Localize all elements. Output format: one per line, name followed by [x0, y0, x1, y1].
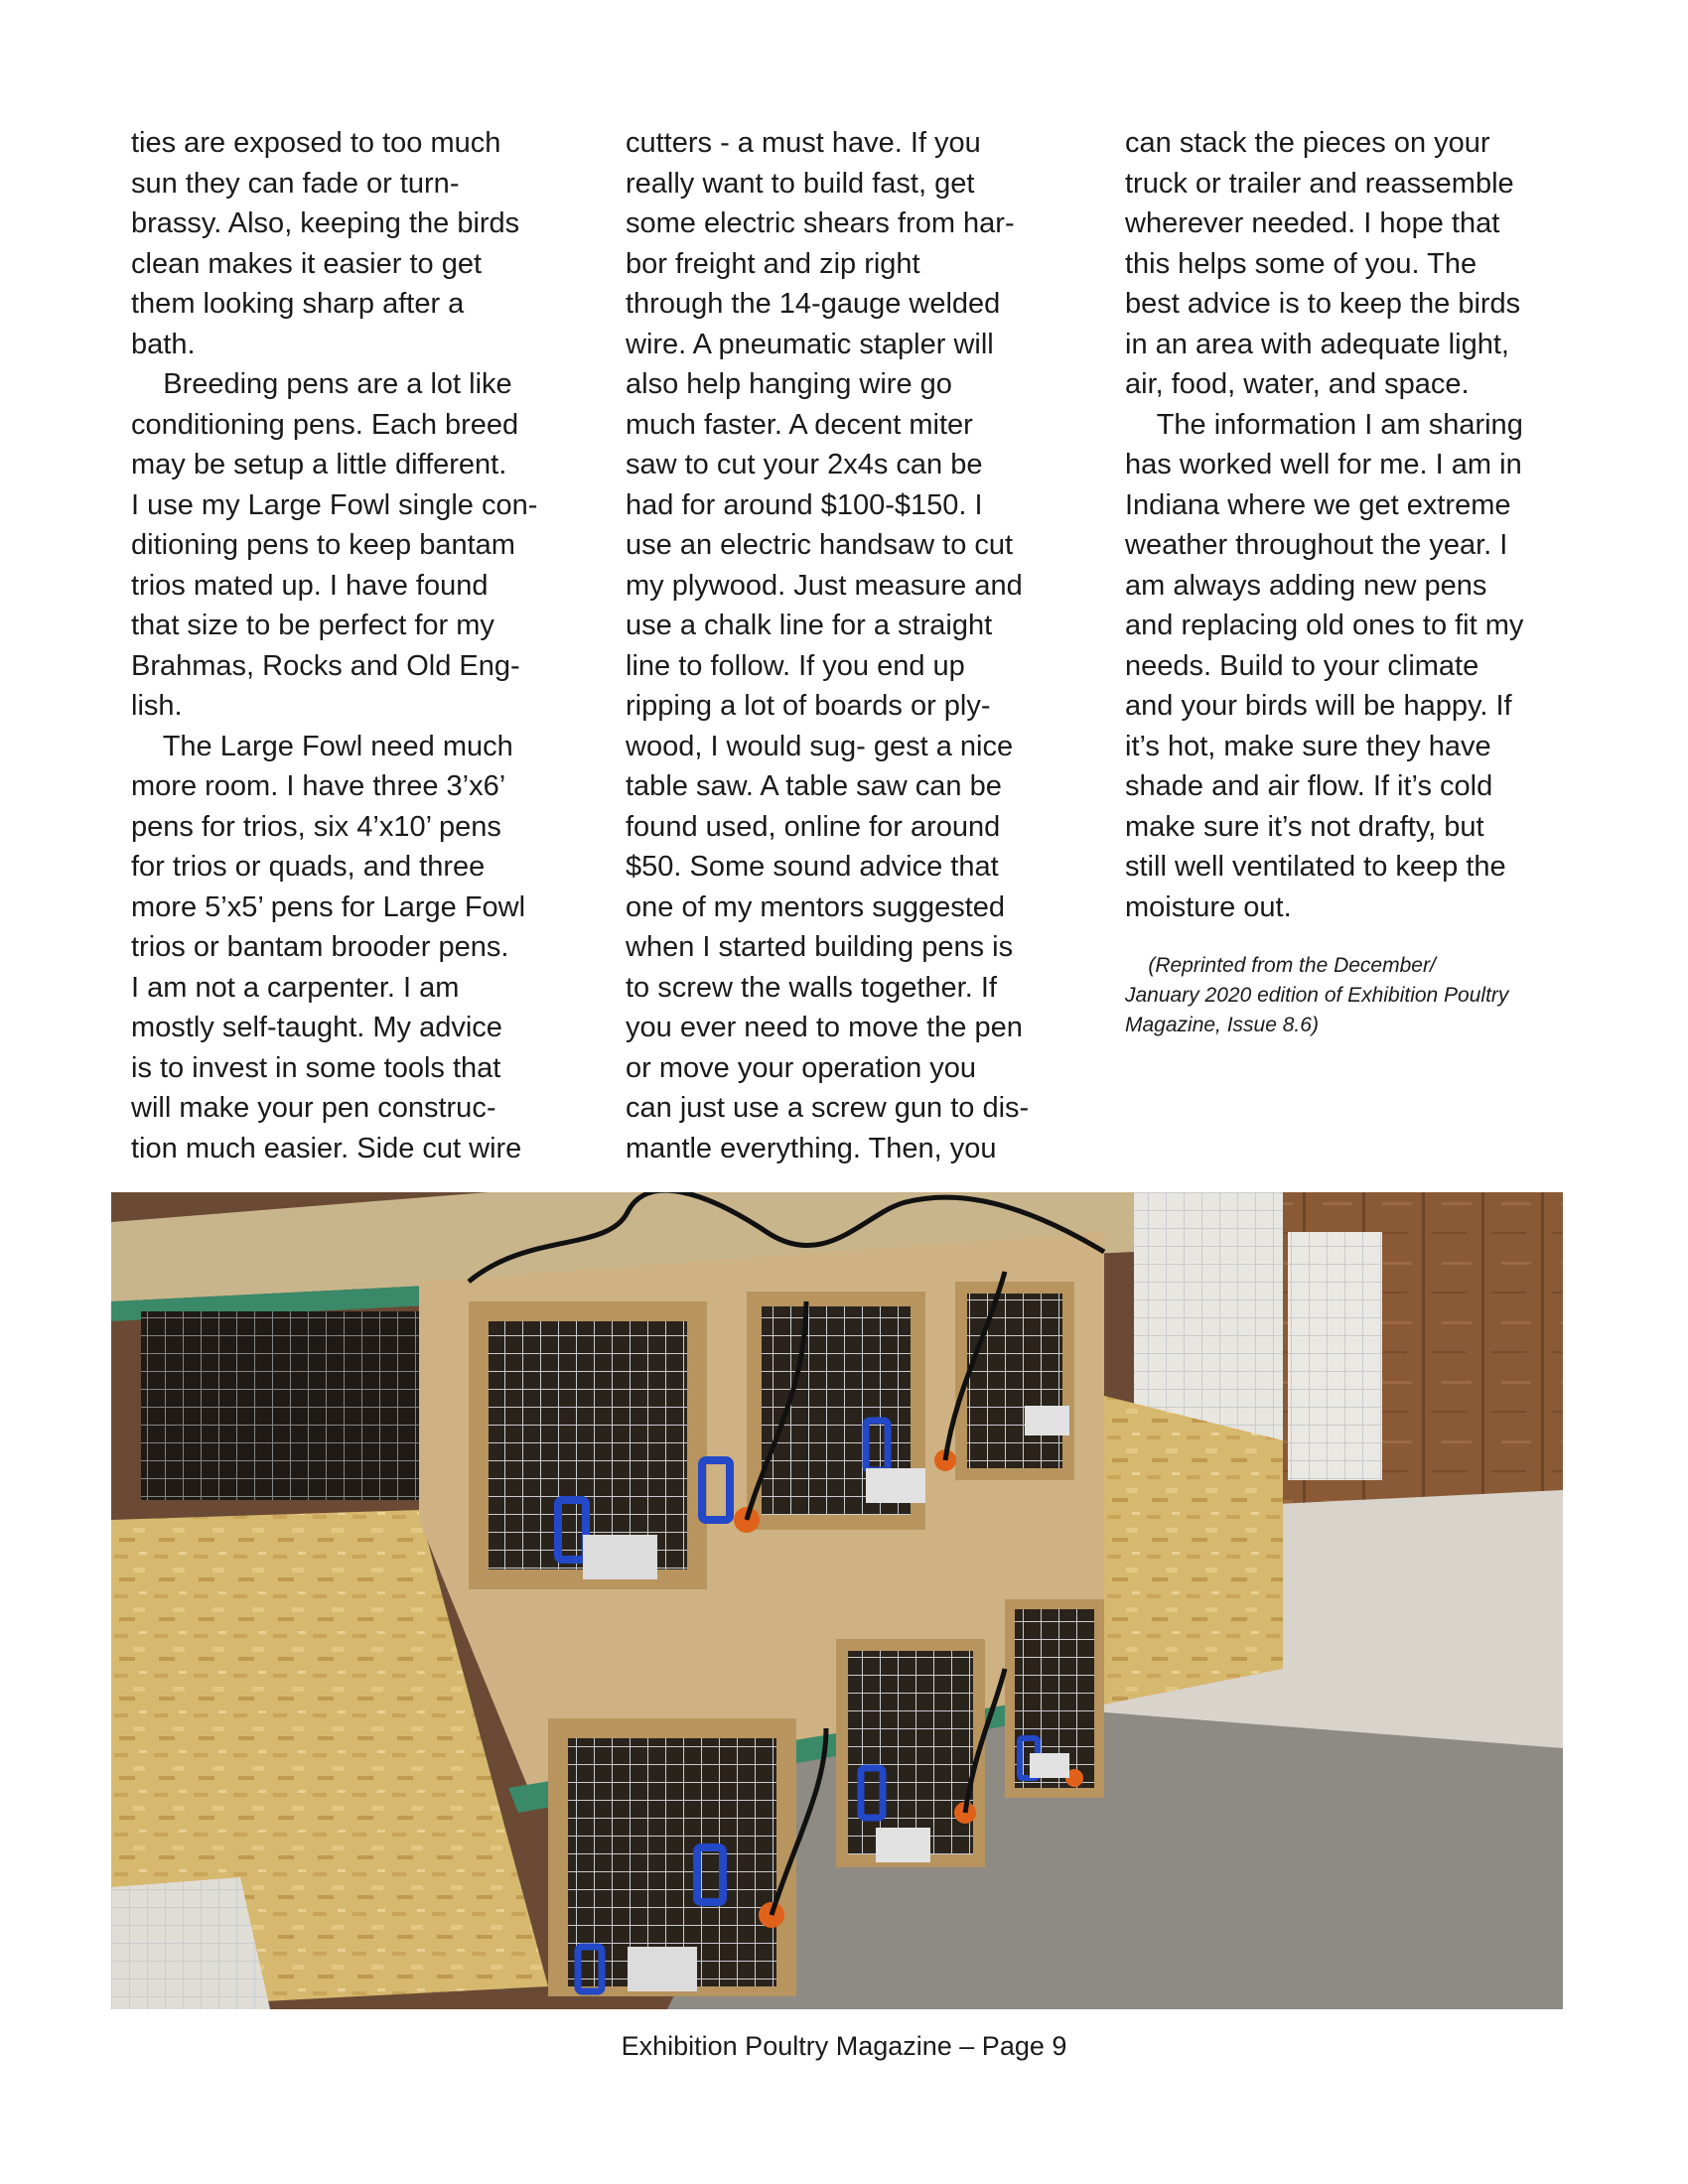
text-line: and your birds will be happy. If [1125, 690, 1512, 722]
text-line: it’s hot, make sure they have [1125, 730, 1491, 762]
text-line: has worked well for me. I am in [1125, 449, 1522, 480]
text-line: truck or trailer and reassemble [1125, 167, 1514, 200]
text-line: mantle everything. Then, you [626, 1132, 997, 1164]
text-line: Indiana where we get extreme [1125, 488, 1511, 521]
text-line: I am not a carpenter. I am [131, 971, 460, 1004]
text-line: them looking sharp after a [131, 288, 465, 320]
text-line: also help hanging wire go [626, 368, 952, 400]
text-line: or move your operation you [626, 1051, 977, 1084]
text-line: The Large Fowl need much [131, 730, 513, 762]
text-line: use an electric handsaw to cut [626, 529, 1014, 561]
text-line: had for around $100-$150. I [626, 488, 983, 521]
text-line: use a chalk line for a straight [626, 610, 993, 641]
text-line: am always adding new pens [1125, 569, 1487, 602]
text-line: bath. [131, 328, 196, 360]
text-line: is to invest in some tools that [131, 1051, 501, 1084]
text-line: to screw the walls together. If [626, 971, 997, 1004]
text-line: in an area with adequate light, [1125, 328, 1509, 360]
text-line: some electric shears from har- [626, 207, 1015, 239]
text-line: line to follow. If you end up [626, 649, 965, 682]
text-line: $50. Some sound advice that [626, 851, 999, 883]
text-line: still well ventilated to keep the [1125, 851, 1506, 883]
text-line: more 5’x5’ pens for Large Fowl [131, 890, 526, 923]
reprint-note [1125, 951, 1572, 1040]
text-line: wherever needed. I hope that [1125, 207, 1500, 239]
text-line: ditioning pens to keep bantam [131, 529, 515, 561]
text-line: conditioning pens. Each breed [131, 408, 519, 441]
text-line: when I started building pens is [626, 931, 1014, 963]
text-line: will make your pen construc- [131, 1092, 496, 1124]
text-line: tion much easier. Side cut wire [131, 1132, 522, 1164]
text-line: found used, online for around [626, 810, 1001, 843]
text-line: table saw. A table saw can be [626, 770, 1002, 802]
text-line: shade and air flow. If it’s cold [1125, 770, 1493, 802]
text-line: cutters - a must have. If you [626, 127, 981, 159]
text-line: lish. [131, 690, 183, 722]
text-line: moisture out. [1125, 890, 1292, 923]
text-line: I use my Large Fowl single con- [131, 488, 538, 521]
text-line: one of my mentors suggested [626, 890, 1006, 923]
text-line: saw to cut your 2x4s can be [626, 449, 983, 480]
text-column-2 [626, 123, 1062, 1168]
text-line: bor freight and zip right [626, 247, 920, 280]
text-line: that size to be perfect for my [131, 610, 494, 641]
text-line: my plywood. Just measure and [626, 569, 1023, 602]
note-line: (Reprinted from the December/ [1125, 954, 1436, 977]
text-line: trios or bantam brooder pens. [131, 931, 509, 963]
text-column-1 [131, 123, 558, 1168]
text-line: The information I am sharing [1125, 408, 1523, 441]
note-line: January 2020 edition of Exhibition Poultry [1125, 984, 1509, 1007]
text-line: through the 14-gauge welded [626, 288, 1001, 320]
text-line: pens for trios, six 4’x10’ pens [131, 810, 501, 843]
text-line: needs. Build to your climate [1125, 649, 1479, 682]
text-line: make sure it’s not drafty, but [1125, 810, 1484, 843]
text-line: trios mated up. I have found [131, 569, 489, 602]
text-line: weather throughout the year. I [1125, 529, 1508, 561]
text-line: wire. A pneumatic stapler will [626, 328, 994, 360]
text-line: brassy. Also, keeping the birds [131, 207, 520, 239]
page-footer: Exhibition Poultry Magazine – Page 9 [621, 2031, 1067, 2061]
text-line: ties are exposed to too much [131, 127, 501, 159]
text-line: air, food, water, and space. [1125, 368, 1470, 400]
text-line: this helps some of you. The [1125, 247, 1477, 280]
text-line: much faster. A decent miter [626, 408, 973, 441]
note-line: Magazine, Issue 8.6) [1125, 1014, 1319, 1036]
text-line: sun they can fade or turn- [131, 167, 460, 200]
text-line: and replacing old ones to fit my [1125, 610, 1524, 641]
text-line: for trios or quads, and three [131, 851, 486, 883]
text-line: best advice is to keep the birds [1125, 288, 1521, 320]
text-line: you ever need to move the pen [626, 1012, 1023, 1043]
text-line: can stack the pieces on your [1125, 127, 1490, 159]
text-line: Brahmas, Rocks and Old Eng- [131, 649, 520, 682]
text-line: mostly self-taught. My advice [131, 1012, 502, 1043]
text-line: clean makes it easier to get [131, 247, 483, 280]
text-column-3 [1125, 123, 1572, 927]
breeding-pens-photo [111, 1192, 1563, 2009]
text-line: Breeding pens are a lot like [131, 368, 512, 400]
text-line: really want to build fast, get [626, 167, 975, 200]
text-line: ripping a lot of boards or ply- [626, 690, 991, 722]
text-line: may be setup a little different. [131, 449, 507, 480]
text-line: can just use a screw gun to dis- [626, 1092, 1030, 1124]
text-line: wood, I would sug- gest a nice [626, 730, 1014, 762]
text-line: more room. I have three 3’x6’ [131, 770, 506, 802]
